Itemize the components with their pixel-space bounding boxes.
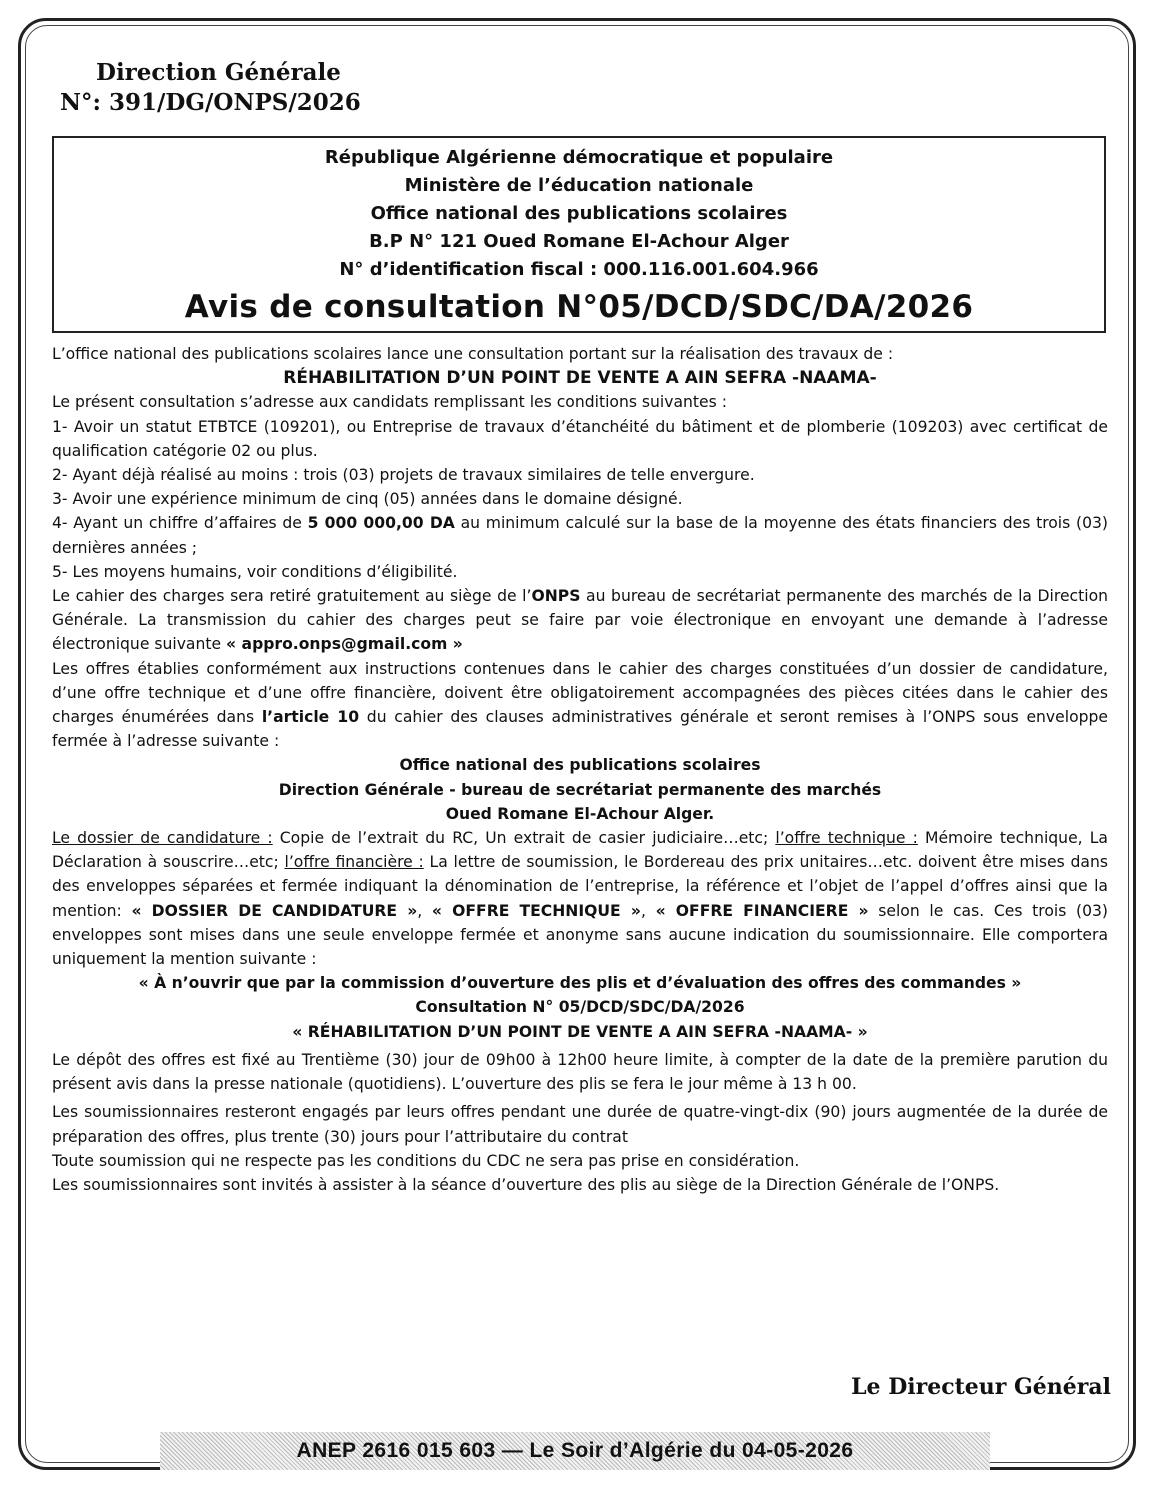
technique-label: l’offre technique : (775, 829, 918, 848)
address-line: B.P N° 121 Oued Romane El-Achour Alger (369, 231, 789, 252)
footer-band (160, 1432, 990, 1470)
mention-technique: « OFFRE TECHNIQUE » (431, 901, 641, 920)
offres-paragraph (52, 657, 1108, 754)
contact-email: « appro.onps@gmail.com » (226, 635, 463, 654)
intro-paragraph: L’office national des publications scolaires lance une consultation portant sur la réalisation des travaux de : (52, 345, 894, 363)
header-reference (60, 58, 361, 118)
onps-label: ONPS (531, 587, 581, 606)
mention-project: « RÉHABILITATION D’UN POINT DE VENTE A AIN SEFRA -NAAMA- » (292, 1022, 868, 1041)
address-direction: Direction Générale - bureau de secrétariat permanente des marchés (278, 780, 882, 799)
financiere-label: l’offre financière : (284, 853, 424, 872)
project-title: RÉHABILITATION D’UN POINT DE VENTE A AIN SEFRA -NAAMA- (283, 368, 877, 389)
dossier-label: Le dossier de candidature : (52, 829, 273, 848)
notice-body (52, 342, 1108, 1197)
depot-paragraph: Le dépôt des offres est fixé au Trentième (30) jour de 09h00 à 12h00 heure limite, à compter de la date de la première parution du présent avis dans la presse nationale (quotidiens). L’ouverture des plis se fera le jour même à 13 h 00. (52, 1050, 1108, 1094)
financiere-text: La lettre de soumission, le Bordereau des prix unitaires…etc. (423, 853, 918, 872)
office-line: Office national des publications scolaires (370, 203, 788, 224)
condition-4 (52, 511, 1108, 559)
technique-text: Mémoire technique, La Déclaration à souscrire…etc; (52, 829, 1108, 872)
condition-2: 2- Ayant déjà réalisé au moins : trois (03) projets de travaux similaires de telle envergure. (52, 466, 755, 485)
separator-2: , (640, 901, 656, 920)
invitation-paragraph: Les soumissionnaires sont invités à assister à la séance d’ouverture des plis au siège de la Direction Générale de l’ONPS. (52, 1175, 1000, 1194)
mention-consultation: Consultation N° 05/DCD/SDC/DA/2026 (415, 998, 745, 1017)
mention-financiere: « OFFRE FINANCIERE » (655, 901, 869, 920)
cahier-text-start: Le cahier des charges sera retiré gratuitement au siège de l’ (52, 587, 532, 606)
offres-text-end: du cahier des clauses administratives générale et seront remises à l’ONPS sous enveloppe fermée à l’adresse suivante : (52, 708, 1109, 751)
envelopes-text-start: doivent être mises dans des enveloppes séparées et fermée indiquant la dénomination de l’entreprise, la référence et l’objet de l’appel d’offres ainsi que la mention: (52, 853, 1108, 920)
condition-4-start: 4- Ayant un chiffre d’affaires de (52, 514, 308, 533)
offres-text-start: Les offres établies conformément aux instructions contenues dans le cahier des charges constituées d’un dossier de candidature, d’une offre technique et d’une offre financière, doivent être obligatoirement accompagnées des pièces citées dans le cahier des charges énumérées dans (52, 659, 1108, 727)
ministry-line: Ministère de l’éducation nationale (404, 175, 754, 196)
separator-1: , (417, 901, 432, 920)
article-reference: l’article 10 (261, 708, 360, 727)
mention-commission: « À n’ouvrir que par la commission d’ouverture des plis et d’évaluation des offres des commandes » (138, 974, 1022, 993)
consultation-title: Avis de consultation N°05/DCD/SDC/DA/2026 (184, 289, 974, 325)
condition-5: 5- Les moyens humains, voir conditions d’éligibilité. (52, 562, 458, 581)
header-direction: Direction Générale (96, 59, 341, 86)
footer-reference: ANEP 2616 015 603 — Le Soir d’Algérie du 04-05-2026 (296, 1439, 854, 1462)
envelopes-text-end: selon le cas. Ces trois (03) enveloppes sont mises dans une seule enveloppe fermée et anonyme sans aucune indication du soumissionnaire. Elle comportera uniquement la mention suivante : (52, 901, 1108, 969)
turnover-amount: 5 000 000,00 DA (307, 514, 455, 533)
republic-line: République Algérienne démocratique et populaire (324, 147, 834, 168)
dossier-text: Copie de l’extrait du RC, Un extrait de casier judiciaire…etc; (272, 829, 776, 848)
envelopes-paragraph (52, 826, 1108, 971)
engagement-paragraph: Les soumissionnaires resteront engagés par leurs offres pendant une durée de quatre-vingt-dix (90) jours augmentée de la durée de préparation des offres, plus trente (30) jours pour l’attributaire du contrat (52, 1103, 1108, 1146)
address-city: Oued Romane El-Achour Alger. (445, 804, 715, 823)
condition-3: 3- Avoir une expérience minimum de cinq (05) années dans le domaine désigné. (52, 490, 683, 509)
cahier-text-end: au bureau de secrétariat permanente des marchés de la Direction Générale. La transmission du cahier des charges peut se faire par voie électronique en envoyant une demande à l’adresse électronique suivante (52, 587, 1108, 654)
conditions-intro: Le présent consultation s’adresse aux candidats remplissant les conditions suivantes : (52, 393, 727, 412)
fiscal-id-line: N° d’identification fiscal : 000.116.001.604.966 (339, 259, 819, 280)
address-office: Office national des publications scolaires (399, 756, 761, 775)
mention-dossier: « DOSSIER DE CANDIDATURE » (131, 901, 418, 920)
signature: Le Directeur Général (851, 1374, 1111, 1400)
cdc-paragraph: Toute soumission qui ne respecte pas les conditions du CDC ne sera pas prise en considération. (52, 1151, 800, 1170)
cahier-paragraph (52, 584, 1108, 657)
condition-4-end: au minimum calculé sur la base de la moyenne des états financiers des trois (03) dernières années ; (52, 514, 1109, 557)
title-box (52, 136, 1106, 333)
condition-1: 1- Avoir un statut ETBTCE (109201), ou Entreprise de travaux d’étanchéité du bâtiment et de plomberie (109203) avec certificat de qualification catégorie 02 ou plus. (52, 417, 1108, 460)
header-number: N°: 391/DG/ONPS/2026 (60, 89, 361, 116)
